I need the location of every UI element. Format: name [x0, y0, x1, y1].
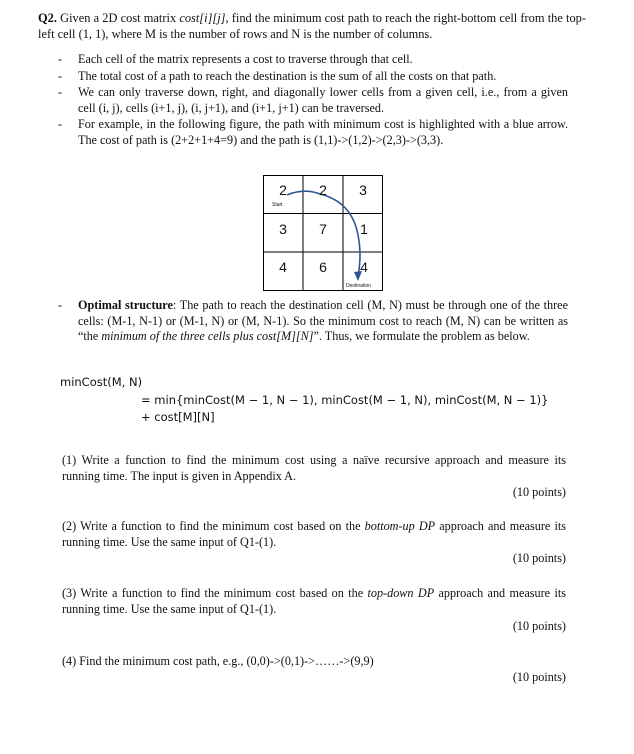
formula-line-1: minCost(M, N) [60, 375, 143, 389]
destination-label: Destination [346, 283, 372, 289]
grid-cell: 6 [319, 259, 327, 275]
question-intro-cont: , find the minimum cost path to reach the right-bottom cell from the top-left cell (1, 1), where M is the number of rows and N is the number of columns. [38, 11, 586, 41]
matrix-symbol: cost[i][j] [179, 11, 226, 25]
question-number: Q2. [38, 11, 57, 25]
task-2-points: (10 points) [512, 551, 566, 565]
list-item: - We can only traverse down, right, and diagonally lower cells from a given cell, i.e., from a given cell (i, j), cells (i+1, j), (i, j+1), and (i+1, j+1) can be traversed. [58, 85, 568, 115]
rules-list [58, 52, 568, 149]
grid-cell: 4 [279, 259, 287, 275]
formula-line-2: = min{minCost(M − 1, N − 1), minCost(M − 1, N), minCost(M, N − 1)} [141, 393, 549, 407]
task-1-points: (10 points) [512, 485, 566, 499]
list-item: - For example, in the following figure, the path with minimum cost is highlighted with a blue arrow. The cost of path is (2+2+1+4=9) and the path is (1,1)->(1,2)->(2,3)->(3,3). [58, 117, 568, 147]
grid-cell: 2 [319, 182, 327, 198]
optimal-structure-label: Optimal structure [78, 298, 173, 312]
task-4-points: (10 points) [512, 670, 566, 684]
cost-grid-figure [263, 175, 383, 291]
grid-cell: 3 [279, 221, 287, 237]
grid-cell: 3 [359, 182, 367, 198]
grid-cell: 4 [360, 259, 368, 275]
list-item: - The total cost of a path to reach the destination is the sum of all the costs on that path. [58, 68, 497, 83]
grid-cell: 2 [279, 182, 287, 198]
formula-line-3: + cost[M][N] [141, 410, 215, 424]
task-3-points: (10 points) [512, 619, 566, 633]
task-1: (1) Write a function to find the minimum cost using a naïve recursive approach and measure its running time. The input is given in Appendix A. [62, 453, 566, 483]
optimal-structure-list [58, 298, 568, 346]
list-item: - Optimal structure: The path to reach the destination cell (M, N) must be through one of the three cells: (M-1, N-1) or (M-1, N) or (M, N-1). So the minimum cost to reach (M, N) can be written as “the minimum of the three cells plus cost[M][N]”. Thus, we formulate the problem as below. [58, 298, 568, 343]
question-statement [38, 10, 586, 42]
task-3: (3) Write a function to find the minimum cost based on the top-down DP approach and measure its running time. Use the same input of Q1-(1). [62, 586, 566, 616]
grid-cell: 1 [360, 221, 368, 237]
start-label: Start [272, 202, 283, 208]
list-item: - Each cell of the matrix represents a cost to traverse through that cell. [58, 52, 413, 66]
task-4: (4) Find the minimum cost path, e.g., (0,0)->(0,1)->……->(9,9) [62, 654, 374, 668]
task-2: (2) Write a function to find the minimum cost based on the bottom-up DP approach and measure its running time. Use the same input of Q1-(1). [62, 519, 566, 549]
question-intro: Given a 2D cost matrix [56, 11, 180, 25]
grid-cell: 7 [319, 221, 327, 237]
